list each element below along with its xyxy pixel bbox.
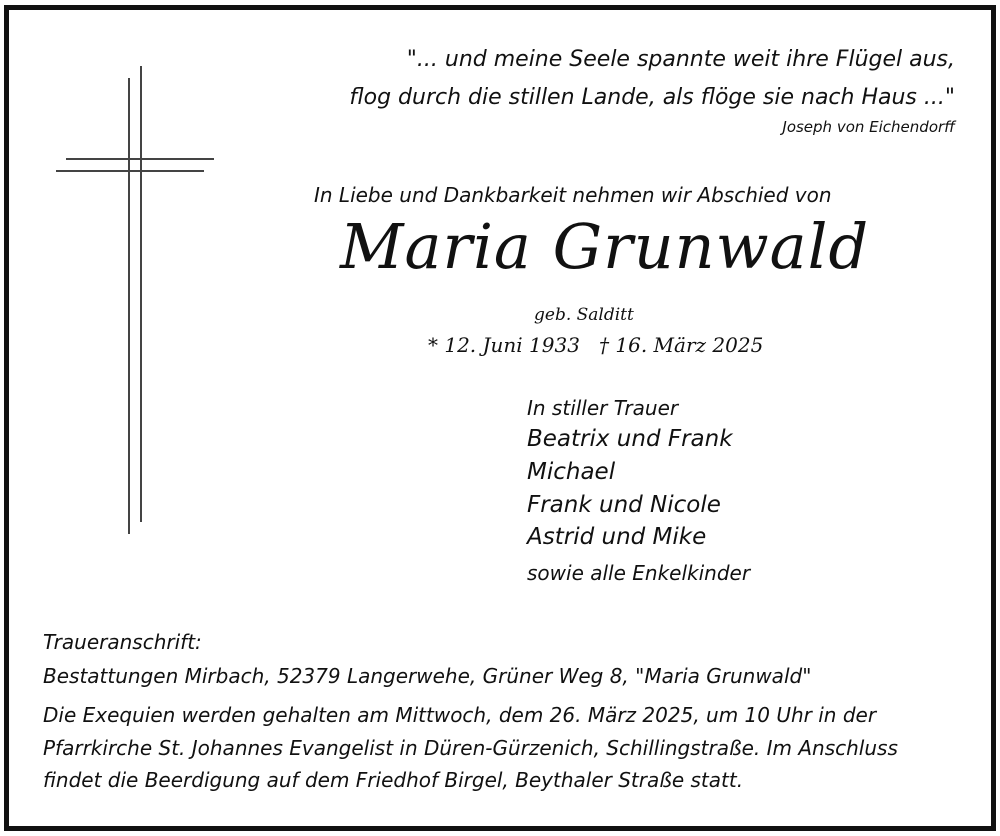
birth-name: geb. Salditt bbox=[534, 305, 634, 325]
deceased-name: Maria Grunwald bbox=[340, 210, 870, 283]
farewell-intro: In Liebe und Dankbarkeit nehmen wir Abschied von bbox=[314, 183, 832, 207]
mourner-name: Frank und Nicole bbox=[527, 492, 721, 518]
quote-line-1: "... und meine Seele spannte weit ihre Flügel aus, bbox=[406, 47, 955, 72]
mourner-name: Beatrix und Frank bbox=[527, 426, 733, 452]
quote-author: Joseph von Eichendorff bbox=[782, 118, 955, 136]
address-value: Bestattungen Mirbach, 52379 Langerwehe, Grüner Weg 8, "Maria Grunwald" bbox=[43, 664, 812, 688]
life-dates: * 12. Juni 1933 † 16. März 2025 bbox=[428, 333, 764, 357]
mourner-name: Astrid und Mike bbox=[527, 524, 707, 550]
mourners-heading: In stiller Trauer bbox=[527, 396, 679, 420]
mourner-name: Michael bbox=[527, 459, 616, 485]
mourners-footer: sowie alle Enkelkinder bbox=[527, 561, 751, 585]
quote-line-2: flog durch die stillen Lande, als flöge sie nach Haus ..." bbox=[349, 85, 955, 110]
service-line-2: Pfarrkirche St. Johannes Evangelist in Düren-Gürzenich, Schillingstraße. Im Anschluss bbox=[43, 736, 898, 760]
service-line-1: Die Exequien werden gehalten am Mittwoch, dem 26. März 2025, um 10 Uhr in der bbox=[43, 703, 877, 727]
address-label: Traueranschrift: bbox=[43, 630, 202, 654]
service-line-3: findet die Beerdigung auf dem Friedhof Birgel, Beythaler Straße statt. bbox=[43, 768, 744, 792]
